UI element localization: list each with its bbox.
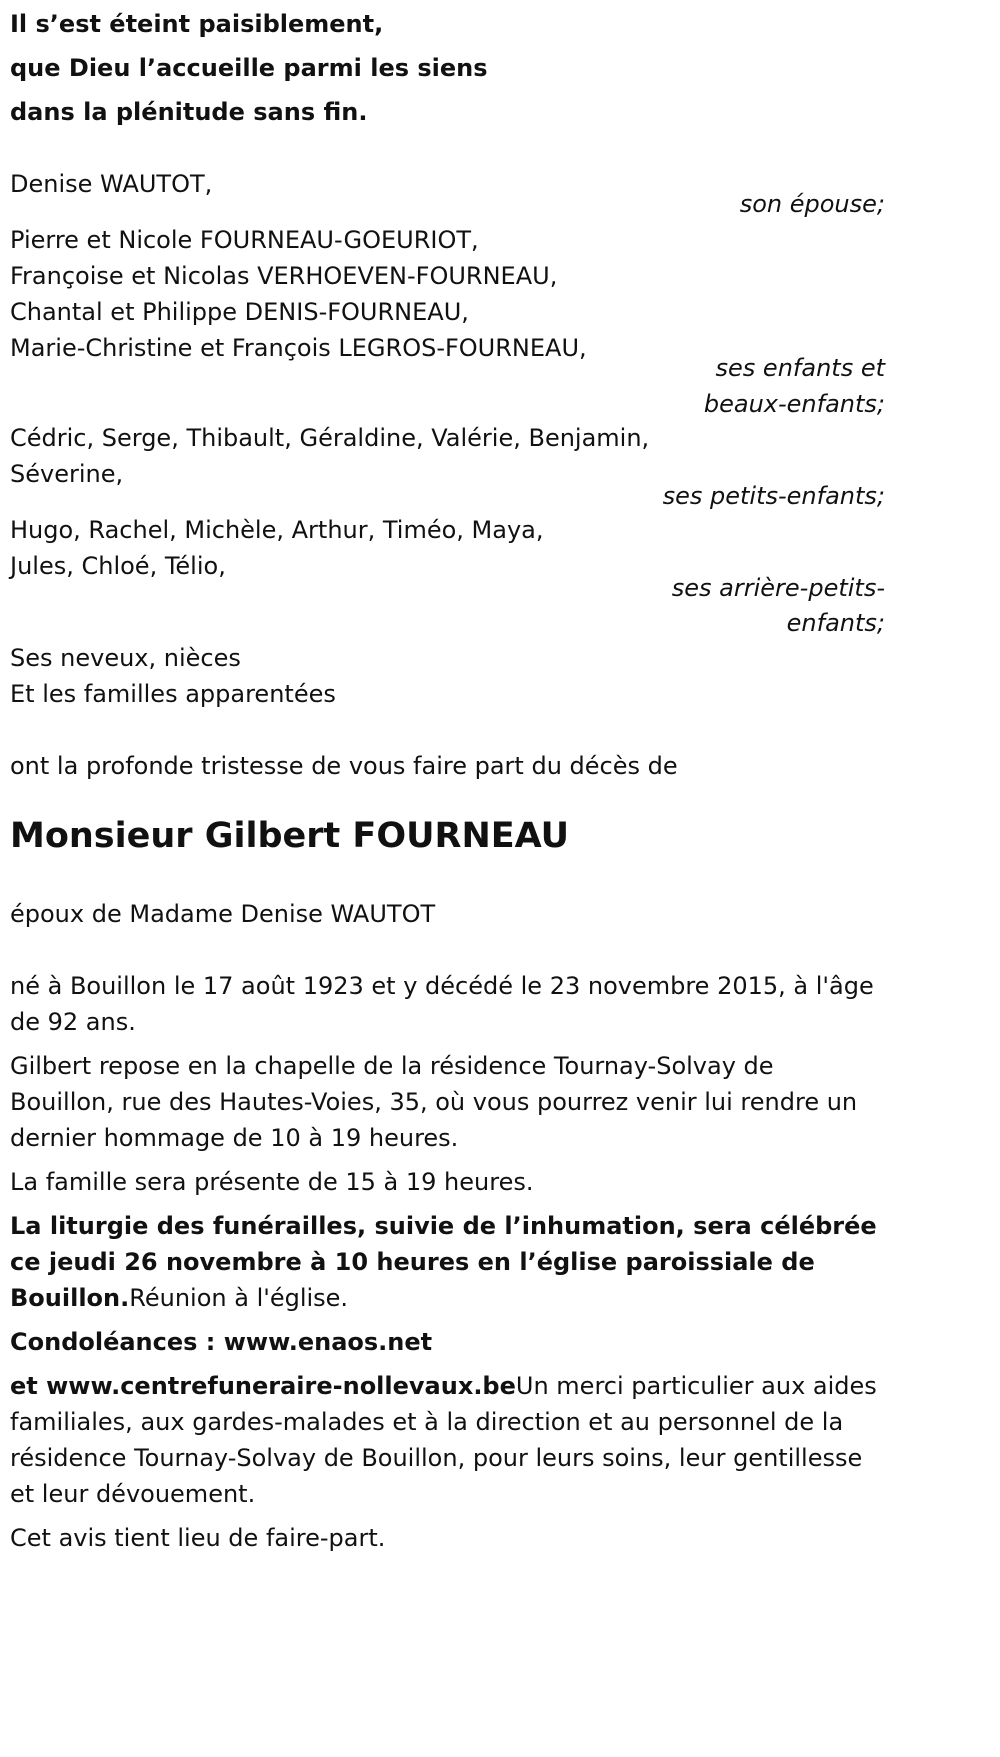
- liturgy-normal: Réunion à l'église.: [129, 1284, 349, 1312]
- condolences: Condoléances : www.enaos.net: [10, 1328, 433, 1356]
- grandchildren-line-1: Cédric, Serge, Thibault, Géraldine, Valérie, Benjamin,: [10, 424, 650, 452]
- thanks: [10, 1368, 885, 1512]
- rest-location: Gilbert repose en la chapelle de la résidence Tournay-Solvay de Bouillon, rue des Hautes-Voies, 35, où vous pourrez venir lui rendre un dernier hommage de 10 à 19 heures.: [10, 1052, 858, 1152]
- great-grandchildren-role-1: ses arrière-petits-: [671, 574, 885, 602]
- thanks-text: Un merci particulier aux aides familiales, aux gardes-malades et à la direction et au personnel de la résidence Tournay-Solvay de Bouillon, pour leurs soins, leur gentillesse et leur dévouement.: [10, 1372, 877, 1508]
- great-grandchildren-line-1: Hugo, Rachel, Michèle, Arthur, Timéo, Maya,: [10, 516, 544, 544]
- spouse-of: époux de Madame Denise WAUTOT: [10, 900, 436, 928]
- relatives-line-1: Ses neveux, nièces: [10, 644, 241, 672]
- grandchildren-role: ses petits-enfants;: [662, 482, 885, 510]
- family-presence: La famille sera présente de 15 à 19 heures.: [10, 1168, 534, 1196]
- grandchildren-line-2: Séverine,: [10, 460, 124, 488]
- deceased-name: Monsieur Gilbert FOURNEAU: [10, 816, 570, 856]
- intro-line-3: dans la plénitude sans fin.: [10, 98, 368, 126]
- liturgy-bold: La liturgie des funérailles, suivie de l’inhumation, sera célébrée ce jeudi 26 novembre à 10 heures en l’église paroissiale de Bouillon.: [10, 1212, 877, 1312]
- spouse-role: son épouse;: [739, 190, 885, 218]
- child-1: Pierre et Nicole FOURNEAU-GOEURIOT,: [10, 226, 479, 254]
- relatives-line-2: Et les familles apparentées: [10, 680, 336, 708]
- spouse-name: Denise WAUTOT,: [10, 170, 213, 198]
- announcement: ont la profonde tristesse de vous faire part du décès de: [10, 752, 678, 780]
- birth-death: né à Bouillon le 17 août 1923 et y décédé le 23 novembre 2015, à l'âge de 92 ans.: [10, 972, 874, 1036]
- intro-line-1: Il s’est éteint paisiblement,: [10, 10, 384, 38]
- children-role-2: beaux-enfants;: [703, 390, 885, 418]
- closing: Cet avis tient lieu de faire-part.: [10, 1524, 386, 1552]
- great-grandchildren-role-2: enfants;: [786, 609, 885, 637]
- great-grandchildren-line-2: Jules, Chloé, Télio,: [10, 552, 226, 580]
- intro-line-2: que Dieu l’accueille parmi les siens: [10, 54, 488, 82]
- website-link[interactable]: et www.centrefuneraire-nollevaux.be: [10, 1372, 516, 1400]
- child-4: Marie-Christine et François LEGROS-FOURNEAU,: [10, 334, 587, 362]
- child-2: Françoise et Nicolas VERHOEVEN-FOURNEAU,: [10, 262, 558, 290]
- children-role-1: ses enfants et: [715, 354, 885, 382]
- liturgy: [10, 1208, 885, 1316]
- child-3: Chantal et Philippe DENIS-FOURNEAU,: [10, 298, 469, 326]
